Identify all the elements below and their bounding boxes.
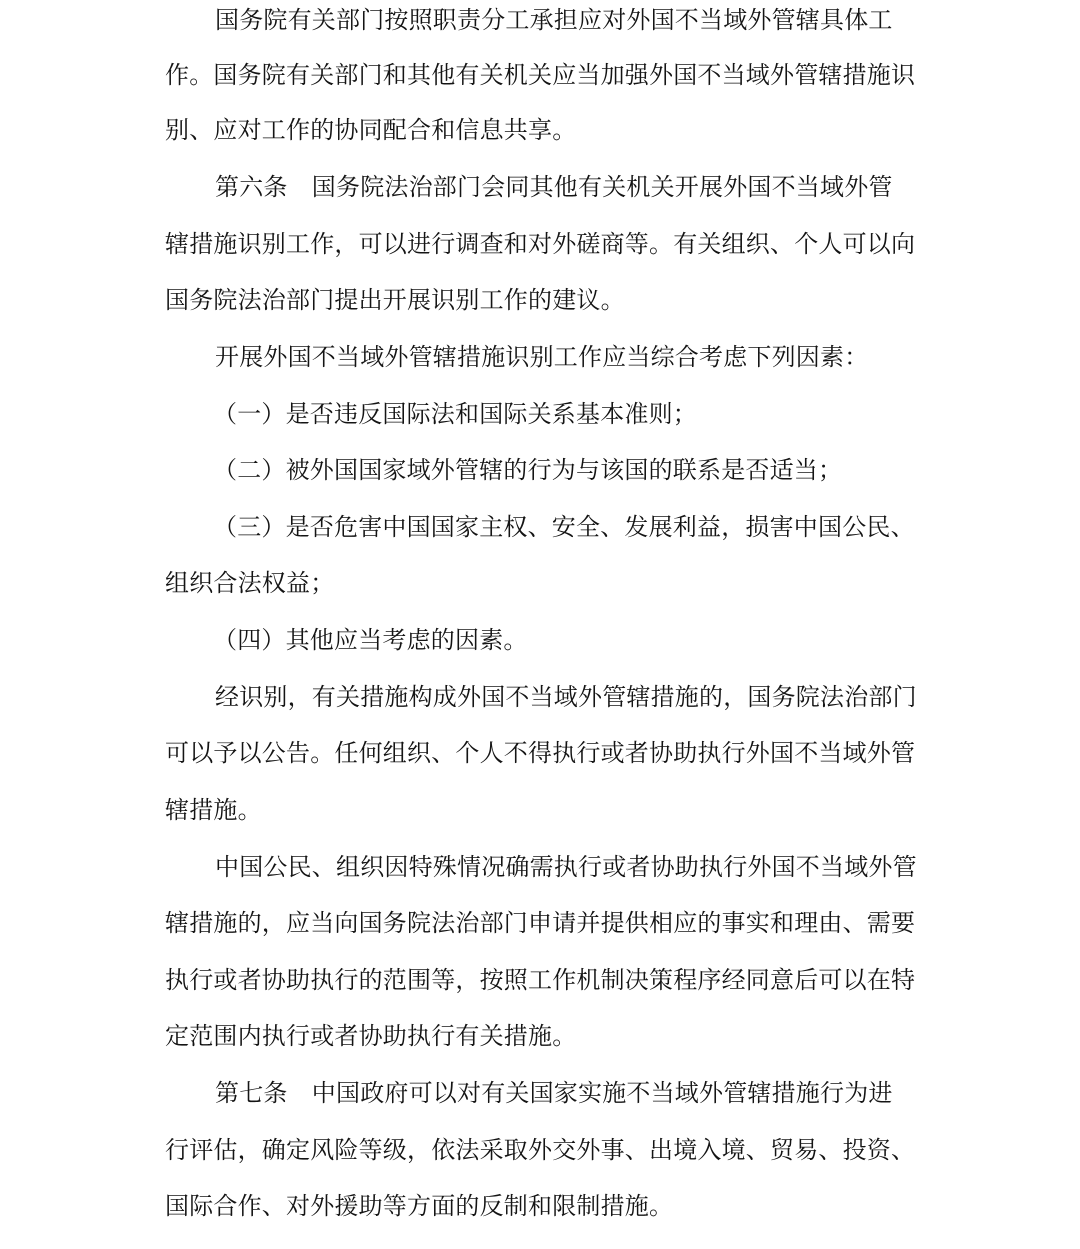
text-line: 中国公民、组织因特殊情况确需执行或者协助执行外国不当域外管 <box>215 853 917 881</box>
article-heading-line: 第七条 中国政府可以对有关国家实施不当域外管辖措施行为进 <box>215 1079 893 1107</box>
text-line: 辖措施的，应当向国务院法治部门申请并提供相应的事实和理由、需要 <box>165 909 916 937</box>
text-line: 国务院法治部门提出开展识别工作的建议。 <box>165 286 625 314</box>
list-item: （二）被外国国家域外管辖的行为与该国的联系是否适当； <box>213 456 843 484</box>
text-line: 行评估，确定风险等级，依法采取外交外事、出境入境、贸易、投资、 <box>165 1136 916 1164</box>
text-line: 作。国务院有关部门和其他有关机关应当加强外国不当域外管辖措施识 <box>165 61 916 89</box>
list-item: （四）其他应当考虑的因素。 <box>213 626 528 654</box>
text-line: 别、应对工作的协同配合和信息共享。 <box>165 116 577 144</box>
text-line: 开展外国不当域外管辖措施识别工作应当综合考虑下列因素： <box>215 343 869 371</box>
text-line: 组织合法权益； <box>165 569 335 597</box>
text-line: 国际合作、对外援助等方面的反制和限制措施。 <box>165 1192 674 1220</box>
text-line: 定范围内执行或者协助执行有关措施。 <box>165 1022 577 1050</box>
text-line: 经识别，有关措施构成外国不当域外管辖措施的，国务院法治部门 <box>215 683 917 711</box>
text-line: 辖措施识别工作，可以进行调查和对外磋商等。有关组织、个人可以向 <box>165 230 916 258</box>
list-item: （三）是否危害中国国家主权、安全、发展利益，损害中国公民、 <box>213 513 915 541</box>
text-line: 辖措施。 <box>165 796 262 824</box>
text-line: 执行或者协助执行的范围等，按照工作机制决策程序经同意后可以在特 <box>165 966 916 994</box>
text-line: 可以予以公告。任何组织、个人不得执行或者协助执行外国不当域外管 <box>165 739 916 767</box>
list-item: （一）是否违反国际法和国际关系基本准则； <box>213 400 697 428</box>
text-line: 国务院有关部门按照职责分工承担应对外国不当域外管辖具体工 <box>215 6 893 34</box>
article-heading-line: 第六条 国务院法治部门会同其他有关机关开展外国不当域外管 <box>215 173 893 201</box>
